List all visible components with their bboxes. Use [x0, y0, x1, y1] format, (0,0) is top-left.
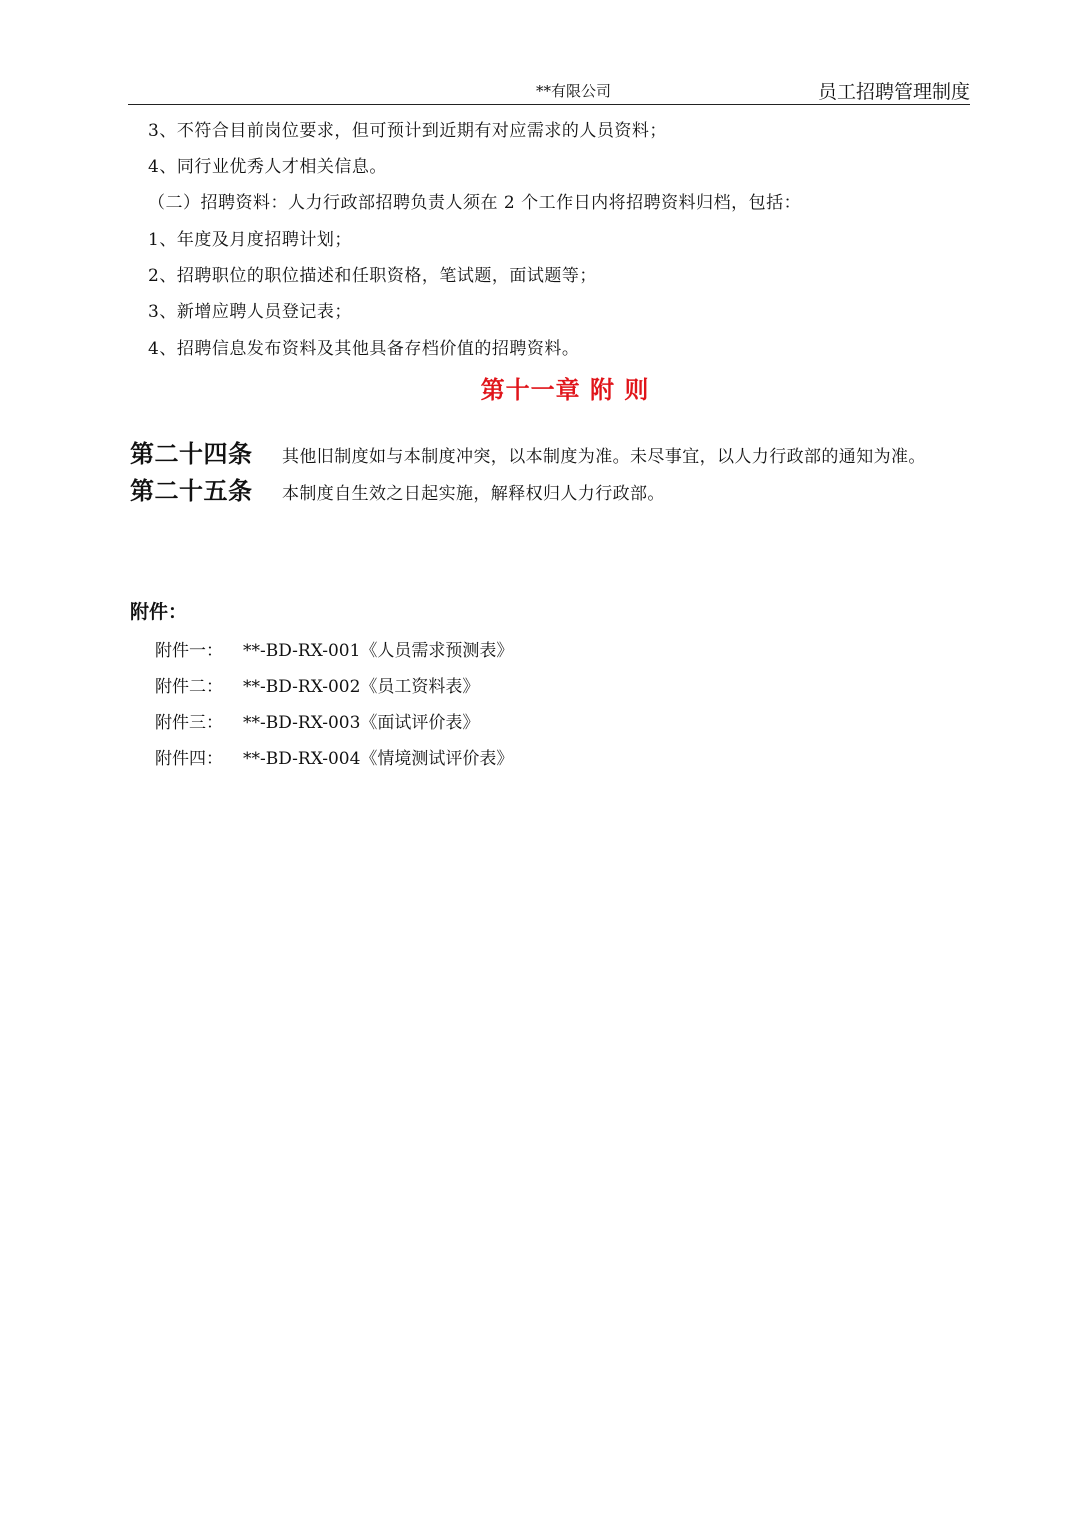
header-company: **有限公司	[536, 82, 612, 100]
list-item: 4、招聘信息发布资料及其他具备存档价值的招聘资料。	[148, 339, 580, 359]
attachment-label: 附件四：	[155, 749, 223, 769]
article-text: 本制度自生效之日起实施，解释权归人力行政部。	[282, 484, 665, 504]
attachment-item	[155, 672, 479, 697]
chapter-title: 第十一章 附 则	[480, 376, 650, 404]
list-item: 2、招聘职位的职位描述和任职资格，笔试题，面试题等；	[148, 266, 597, 286]
article-24	[130, 434, 926, 469]
article-text: 其他旧制度如与本制度冲突，以本制度为准。未尽事宜，以人力行政部的通知为准。	[282, 447, 926, 467]
list-item: 4、同行业优秀人才相关信息。	[148, 157, 387, 177]
attachment-value: **-BD-RX-003《面试评价表》	[243, 713, 480, 733]
attachment-item	[155, 636, 513, 661]
attachment-value: **-BD-RX-004《情境测试评价表》	[243, 749, 514, 769]
list-item: 3、新增应聘人员登记表；	[148, 302, 352, 322]
attachment-label: 附件一：	[155, 641, 223, 661]
article-number: 第二十四条	[130, 440, 253, 468]
attachment-item	[155, 708, 479, 733]
page-header	[128, 74, 970, 105]
list-item: 3、不符合目前岗位要求，但可预计到近期有对应需求的人员资料；	[148, 121, 667, 141]
attachment-label: 附件三：	[155, 713, 223, 733]
attachment-item	[155, 744, 513, 769]
article-25	[130, 471, 665, 506]
list-item: 1、年度及月度招聘计划；	[148, 230, 352, 250]
attachment-value: **-BD-RX-001《人员需求预测表》	[243, 641, 514, 661]
attachments-title: 附件：	[130, 601, 188, 623]
attachment-value: **-BD-RX-002《员工资料表》	[243, 677, 480, 697]
header-title: 员工招聘管理制度	[817, 81, 970, 103]
attachment-label: 附件二：	[155, 677, 223, 697]
section-intro: （二）招聘资料：人力行政部招聘负责人须在 2 个工作日内将招聘资料归档，包括：	[148, 193, 802, 213]
article-number: 第二十五条	[130, 477, 253, 505]
